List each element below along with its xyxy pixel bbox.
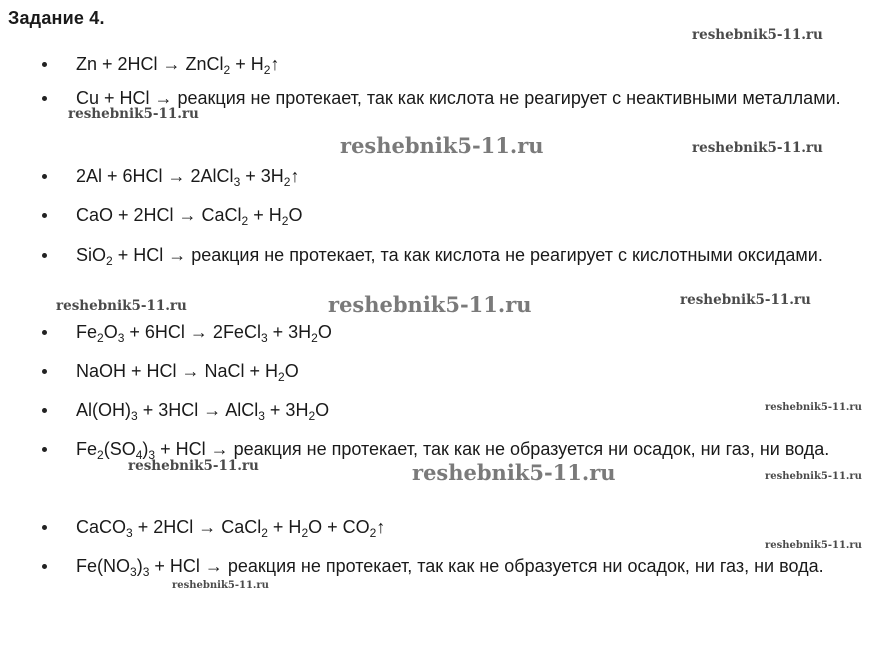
subscript: 2 bbox=[278, 370, 285, 384]
task-title: Задание 4. bbox=[8, 8, 105, 28]
subscript: 2 bbox=[283, 175, 291, 189]
subscript: 3 bbox=[126, 526, 133, 540]
item-text: $Fe_2O_3 + 6HCl$ → 2FeCl$_3$ + $3H_2O$ bbox=[76, 322, 332, 345]
watermark: reshebnik5-11.ru bbox=[328, 292, 532, 317]
item-text: $Al(OH)_3 + 3HCl$ → AlCl$_3$ + $3H_2O$ bbox=[76, 400, 330, 423]
subscript: 2 bbox=[263, 63, 271, 77]
watermark: reshebnik5-11.ru bbox=[172, 580, 269, 591]
bullet-icon bbox=[42, 330, 47, 335]
bullet-icon bbox=[42, 96, 47, 101]
watermark: reshebnik5-11.ru bbox=[692, 27, 823, 43]
bullet-icon bbox=[42, 213, 47, 218]
subscript: 3 bbox=[131, 409, 138, 423]
bullet-icon bbox=[42, 253, 47, 258]
subscript: 3 bbox=[130, 565, 137, 579]
subscript: 3 bbox=[233, 175, 241, 189]
watermark: reshebnik5-11.ru bbox=[340, 133, 544, 158]
bullet-icon bbox=[42, 564, 47, 569]
bullet-icon bbox=[42, 447, 47, 452]
watermark: reshebnik5-11.ru bbox=[692, 140, 823, 156]
watermark: reshebnik5-11.ru bbox=[765, 471, 862, 482]
bullet-icon bbox=[42, 62, 47, 67]
watermark: reshebnik5-11.ru bbox=[765, 402, 862, 413]
item-text: SiO$_2$ + HCl → реакция не протекает, та как кислота не реагирует с кислотными оксидами. bbox=[76, 245, 823, 268]
item-text: 2Al + 6HCl → 2AlCl$_3$ + $3H_2↑$ bbox=[76, 166, 300, 189]
item-text: CaO + 2HCl → CaCl$_2$ + $H_2O$ bbox=[76, 205, 303, 228]
subscript: 3 bbox=[142, 565, 150, 579]
subscript: 4 bbox=[135, 448, 143, 462]
subscript: 2 bbox=[97, 448, 104, 462]
item-text: Cu + HCl → реакция не протекает, так как кислота не реагирует с неактивными металлами. bbox=[76, 88, 841, 108]
item-text: CaCO$_3$ + 2HCl → CaCl$_2$ + $H_2O$ + $CO_2↑$ bbox=[76, 517, 386, 540]
watermark: reshebnik5-11.ru bbox=[765, 540, 862, 551]
bullet-icon bbox=[42, 408, 47, 413]
subscript: 2 bbox=[223, 63, 231, 77]
watermark: reshebnik5-11.ru bbox=[412, 460, 616, 485]
subscript: 2 bbox=[281, 214, 289, 228]
subscript: 3 bbox=[260, 331, 268, 345]
watermark: reshebnik5-11.ru bbox=[68, 106, 199, 122]
subscript: 2 bbox=[106, 254, 113, 268]
subscript: 3 bbox=[148, 448, 156, 462]
item-text: NaOH + HCl → NaCl + $H_2O$ bbox=[76, 361, 299, 384]
subscript: 2 bbox=[369, 526, 377, 540]
watermark: reshebnik5-11.ru bbox=[680, 292, 811, 308]
subscript: 2 bbox=[261, 526, 268, 540]
subscript: 2 bbox=[311, 331, 318, 345]
subscript: 2 bbox=[241, 214, 249, 228]
subscript: 3 bbox=[258, 409, 265, 423]
bullet-icon bbox=[42, 525, 47, 530]
item-text: $Fe(NO_3)_3$ + HCl → реакция не протекает, так как не образуется ни осадок, ни газ, ни вода. bbox=[76, 556, 824, 579]
item-text: $Fe_2(SO_4)_3$ + HCl → реакция не протекает, так как не образуется ни осадок, ни газ, ни вода. bbox=[76, 439, 830, 462]
bullet-icon bbox=[42, 369, 47, 374]
item-text: Zn + 2HCl → ZnCl$_2$ + $H_2↑$ bbox=[76, 54, 280, 77]
watermark: reshebnik5-11.ru bbox=[56, 298, 187, 314]
watermark: reshebnik5-11.ru bbox=[128, 458, 259, 474]
bullet-icon bbox=[42, 174, 47, 179]
subscript: 2 bbox=[301, 526, 309, 540]
subscript: 2 bbox=[308, 409, 316, 423]
subscript: 2 bbox=[97, 331, 104, 345]
subscript: 3 bbox=[117, 331, 125, 345]
